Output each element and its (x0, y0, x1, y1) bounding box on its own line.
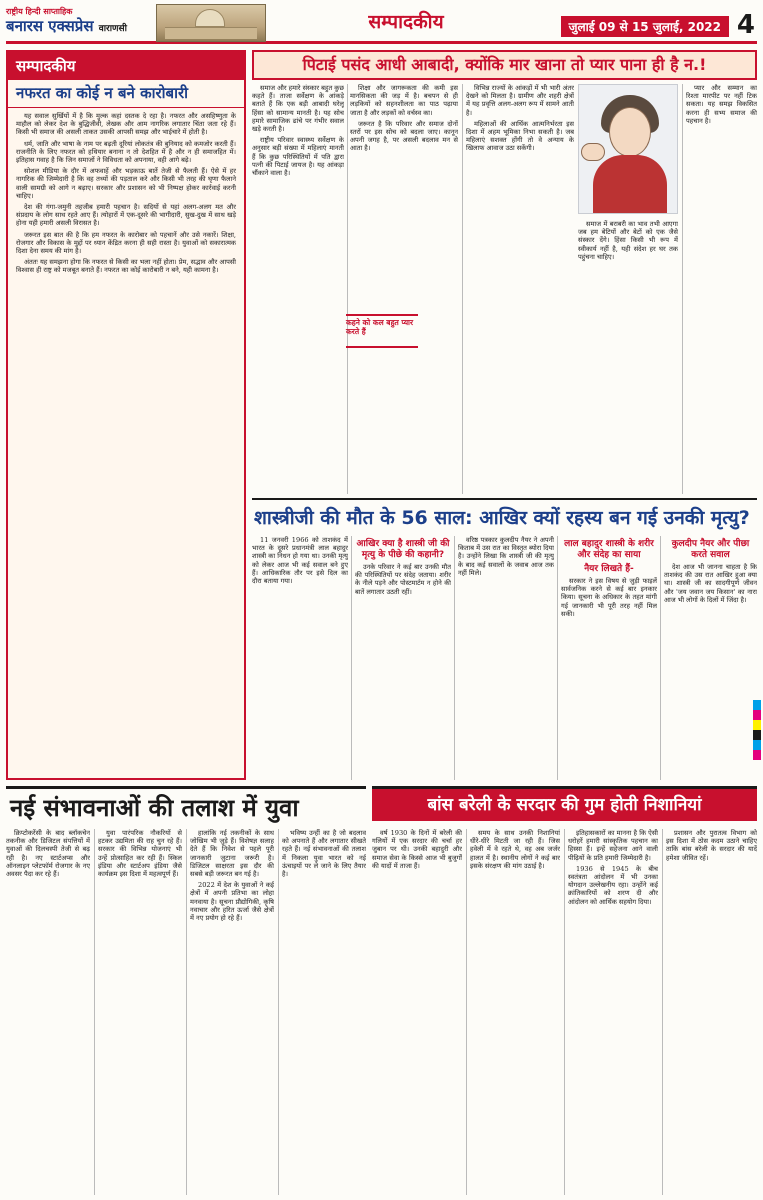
bareilly-article (372, 786, 757, 1194)
editorial-paragraph: जरूरत है कि परिवार और समाज दोनों स्तरों पर इस सोच को बदला जाए। कानून अपनी जगह है, पर असली बदलाव मन से आता है। (350, 119, 458, 153)
newspaper-title: बनारस एक्सप्रेस (6, 17, 94, 35)
editorial-paragraph: महिलाओं की आर्थिक आत्मनिर्भरता इस दिशा में अहम भूमिका निभा सकती है। जब महिलाएं सशक्त होंगी तो वे अन्याय के खिलाफ आवाज उठा सकेंगी। (466, 119, 574, 153)
editorial-paragraph: प्यार और सम्मान का रिश्ता मारपीट पर नहीं टिक सकता। यह समझ विकसित करना ही सभ्य समाज की पहचान है। (686, 84, 757, 125)
youth-paragraph: क्रिप्टोकरेंसी के बाद ब्लॉकचेन तकनीक और डिजिटल संपत्तियों में युवाओं की दिलचस्पी तेजी से बढ़ रही है। नए स्टार्टअप्स और ऑनलाइन प्लेटफॉर्म रोजगार के नए अवसर पैदा कर रहे हैं। (6, 829, 90, 879)
bareilly-paragraph: इतिहासकारों का मानना है कि ऐसी धरोहरें हमारी सांस्कृतिक पहचान का हिस्सा हैं। इन्हें सहेजना आने वाली पीढ़ियों के प्रति हमारी जिम्मेदारी है। (568, 829, 658, 862)
sidebar-paragraph: देश की गंगा-जमुनी तहजीब हमारी पहचान है। सदियों से यहां अलग-अलग मत और संप्रदाय के लोग साथ रहते आए हैं। त्योहारों में एक-दूसरे की भागीदारी, सुख-दुख में साथ खड़े होना यही हमारी असली विरासत है। (16, 203, 236, 228)
editorial-paragraph: राष्ट्रीय परिवार स्वास्थ्य सर्वेक्षण के अनुसार बड़ी संख्या में महिलाएं मानती हैं कि कुछ परिस्थितियों में पति द्वारा पत्नी की पिटाई जायज है। यह आंकड़ा चौंकाने वाला है। (252, 136, 344, 178)
bareilly-column-2 (470, 829, 560, 1195)
section-title: सम्पादकीय (368, 11, 444, 33)
youth-paragraph: हालांकि नई तकनीकों के साथ जोखिम भी जुड़े हैं। विशेषज्ञ सलाह देते हैं कि निवेश से पहले पूरी जानकारी जुटाना जरूरी है। डिजिटल साक्षरता इस दौर की सबसे बड़ी जरूरत बन गई है। (190, 829, 274, 879)
youth-body (6, 829, 366, 1195)
shastri-subhead: लाल बहादुर शास्त्री के शरीर और संदेह का साया (564, 539, 654, 560)
editorial-column-1 (252, 84, 344, 494)
newspaper-city: वाराणसी (98, 24, 127, 34)
editorial-column-2 (350, 84, 458, 494)
shastri-subhead: कुलदीप नैयर और पीछा करते सवाल (671, 539, 750, 560)
bareilly-column-1 (372, 829, 462, 1195)
bareilly-paragraph: समय के साथ उनकी निशानियां धीरे-धीरे मिटती जा रही हैं। जिस हवेली में वे रहते थे, वह अब जर्जर हालत में है। स्थानीय लोगों ने कई बार इसके संरक्षण की मांग उठाई है। (470, 829, 560, 870)
shastri-headline: शास्त्रीजी की मौत के 56 साल: आखिर क्यों रहस्य बन गई उनकी मृत्यु? (254, 507, 750, 529)
youth-headline: नई संभावनाओं की तलाश में युवा (10, 794, 299, 822)
bareilly-paragraph: 1936 से 1945 के बीच स्वतंत्रता आंदोलन में भी उनका योगदान उल्लेखनीय रहा। उन्होंने कई क्रांतिकारियों को शरण दी और आंदोलन को आर्थिक सहयोग दिया। (568, 864, 658, 906)
bareilly-headline: बांस बरेली के सरदार की गुम होती निशानियां (372, 789, 757, 821)
editorial-illustration-woman (578, 84, 678, 214)
editorial-paragraph: विभिन्न राज्यों के आंकड़ों में भी भारी अंतर देखने को मिलता है। ग्रामीण और शहरी क्षेत्रों में यह प्रवृत्ति अलग-अलग रूप में सामने आती है। (466, 84, 574, 117)
shastri-column-2 (355, 536, 451, 780)
youth-column-3 (190, 829, 274, 1195)
editorial-column-4b (686, 84, 757, 494)
shastri-column-5 (664, 536, 757, 780)
shastri-column-1 (252, 536, 348, 780)
editorial-headline: पिटाई पसंद आधी आबादी, क्योंकि मार खाना तो प्यार पाना ही है न.! (252, 50, 757, 80)
bareilly-column-3 (568, 829, 658, 1195)
bareilly-column-4 (666, 829, 757, 1195)
youth-paragraph: भविष्य उन्हीं का है जो बदलाव को अपनाते हैं और लगातार सीखते रहते हैं। नई संभावनाओं की तलाश में निकला युवा भारत को नई ऊंचाइयों पर ले जाने के लिए तैयार है। (282, 829, 366, 879)
bareilly-paragraph: वर्ष 1930 के दिनों में बरेली की गलियों में एक सरदार की चर्चा हर जुबान पर थी। उनकी बहादुरी और समाज सेवा के किस्से आज भी बुजुर्गों की यादों में ताजा हैं। (372, 829, 462, 870)
editorial-sidebar (6, 50, 246, 780)
shastri-column-3 (458, 536, 554, 780)
shastri-paragraph: वरिष्ठ पत्रकार कुलदीप नैयर ने अपनी किताब में उस रात का विस्तृत ब्योरा दिया है। उन्होंने लिखा कि शास्त्री जी की मृत्यु के बाद कई सवालों के जवाब आज तक नहीं मिले। (458, 536, 554, 577)
shastri-subhead: आखिर क्या है शास्त्री जी की मृत्यु के पीछे की कहानी? (356, 539, 450, 560)
sidebar-paragraph: धर्म, जाति और भाषा के नाम पर बढ़ती दूरियां लोकतंत्र की बुनियाद को कमजोर करती हैं। राजनीति के लिए नफरत को हथियार बनाना न तो देशहित में है और न ही समाजहित में। इतिहास गवाह है कि जिन समाजों ने विविधता को अपनाया, वही आगे बढ़े। (16, 139, 236, 165)
youth-paragraph: 2022 में देश के युवाओं ने कई क्षेत्रों में अपनी प्रतिभा का लोहा मनवाया है। सूचना प्रौद्योगिकी, कृषि नवाचार और हरित ऊर्जा जैसे क्षेत्रों में नए प्रयोग हो रहे हैं। (190, 881, 274, 923)
editorial-paragraph: समाज में बराबरी का भाव तभी आएगा जब हम बेटियों और बेटों को एक जैसे संस्कार देंगे। हिंसा किसी भी रूप में स्वीकार्य नहीं है, यही संदेश हर घर तक पहुंचना चाहिए। (578, 220, 678, 261)
youth-paragraph: युवा पारंपरिक नौकरियों से हटकर उद्यमिता की राह चुन रहे हैं। सरकार की विभिन्न योजनाएं भी उन्हें प्रोत्साहित कर रही हैं। स्किल इंडिया और स्टार्टअप इंडिया जैसे कार्यक्रम इस दिशा में महत्वपूर्ण हैं। (98, 829, 182, 879)
sidebar-paragraph: जरूरत इस बात की है कि हम नफरत के कारोबार को पहचानें और उसे नकारें। शिक्षा, रोजगार और विकास के मुद्दों पर ध्यान केंद्रित करना ही सही रास्ता है। युवाओं को सकारात्मक दिशा देना समय की मांग है। (16, 230, 236, 256)
masthead-temple-photo (156, 4, 266, 42)
masthead-tagline: राष्ट्रीय हिन्दी साप्ताहिक (6, 7, 73, 16)
page-number: 4 (736, 10, 755, 40)
newspaper-logo (6, 6, 156, 42)
shastri-subhead: नैयर लिखते हैं- (584, 564, 634, 574)
youth-column-1 (6, 829, 90, 1195)
sidebar-body (8, 108, 244, 778)
shastri-paragraph: सरकार ने इस विषय से जुड़ी फाइलें सार्वजनिक करने से कई बार इनकार किया। सूचना के अधिकार के तहत मांगी गई जानकारी भी पूरी तरह नहीं मिल सकी। (561, 577, 657, 618)
sidebar-label: सम्पादकीय (8, 52, 244, 80)
shastri-paragraph: देश आज भी जानना चाहता है कि ताशकंद की उस रात आखिर हुआ क्या था। शास्त्री जी का सादगीपूर्ण जीवन और 'जय जवान जय किसान' का नारा आज भी लोगों के दिलों में जिंदा है। (664, 563, 757, 604)
masthead (6, 4, 757, 44)
editorial-column-4a (578, 220, 678, 494)
issue-date: जुलाई 09 से 15 जुलाई, 2022 (561, 16, 729, 37)
sidebar-paragraph: सोशल मीडिया के दौर में अफवाहें और भड़काऊ बातें तेजी से फैलती हैं। ऐसे में हर नागरिक की जिम्मेदारी है कि वह तथ्यों की पड़ताल करे और किसी भी तरह की घृणा फैलाने वाली सामग्री को आगे न बढ़ाए। सरकार और प्रशासन को भी निष्पक्ष होकर कार्रवाई करनी चाहिए। (16, 167, 236, 200)
shastri-column-4 (561, 536, 657, 780)
youth-column-4 (282, 829, 366, 1195)
shastri-article (252, 498, 757, 780)
editorial-article (252, 84, 757, 494)
youth-column-2 (98, 829, 182, 1195)
youth-article (6, 786, 366, 1194)
shastri-body (252, 536, 757, 780)
editorial-column-3 (466, 84, 574, 494)
print-registration-mark (753, 700, 761, 760)
editorial-paragraph: शिक्षा और जागरूकता की कमी इस मानसिकता की जड़ में है। बचपन से ही लड़कियों को सहनशीलता का पाठ पढ़ाया जाता है और लड़कों को वर्चस्व का। (350, 84, 458, 117)
editorial-paragraph: समाज और हमारे संस्कार बहुत कुछ कहते हैं। ताजा सर्वेक्षण के आंकड़े बताते हैं कि एक बड़ी आबादी घरेलू हिंसा को सामान्य मानती है। यह सोच हमारे सामाजिक ढांचे पर गंभीर सवाल खड़े करती है। (252, 84, 344, 134)
shastri-paragraph: उनके परिवार ने कई बार उनकी मौत की परिस्थितियों पर संदेह जताया। शरीर के नीले पड़ने और पोस्टमार्टम न होने की बातें लगातार उठती रहीं। (355, 563, 451, 596)
sidebar-headline: नफरत का कोई न बने कारोबारी (8, 80, 244, 108)
editorial-pullquote: कहने को कल बहुत प्यार करते हैं (346, 314, 418, 348)
newspaper-name (6, 17, 156, 38)
sidebar-paragraph: यह सवाल सुर्खियों में है कि मुल्क कहां दस्तक दे रहा है। नफरत और असहिष्णुता के माहौल को लेकर देश के बुद्धिजीवी, लेखक और आम नागरिक लगातार चिंता जता रहे हैं। किसी भी समाज की असली ताकत उसकी आपसी समझ और भाईचारे में होती है। (16, 112, 236, 137)
shastri-paragraph: 11 जनवरी 1966 को ताशकंद में भारत के दूसरे प्रधानमंत्री लाल बहादुर शास्त्री का निधन हो गया था। उनकी मृत्यु को लेकर आज भी कई सवाल बने हुए हैं। आधिकारिक तौर पर इसे दिल का दौरा बताया गया। (252, 536, 348, 586)
bareilly-paragraph: प्रशासन और पुरातत्व विभाग को इस दिशा में ठोस कदम उठाने चाहिए ताकि बांस बरेली के सरदार की यादें हमेशा जीवित रहें। (666, 829, 757, 862)
bareilly-body (372, 829, 757, 1195)
sidebar-paragraph: अंततः यह समझना होगा कि नफरत से किसी का भला नहीं होता। प्रेम, सद्भाव और आपसी विश्वास ही राष्ट्र को मजबूत बनाते हैं। नफरत का कोई कारोबारी न बने, यही कामना है। (16, 258, 236, 275)
